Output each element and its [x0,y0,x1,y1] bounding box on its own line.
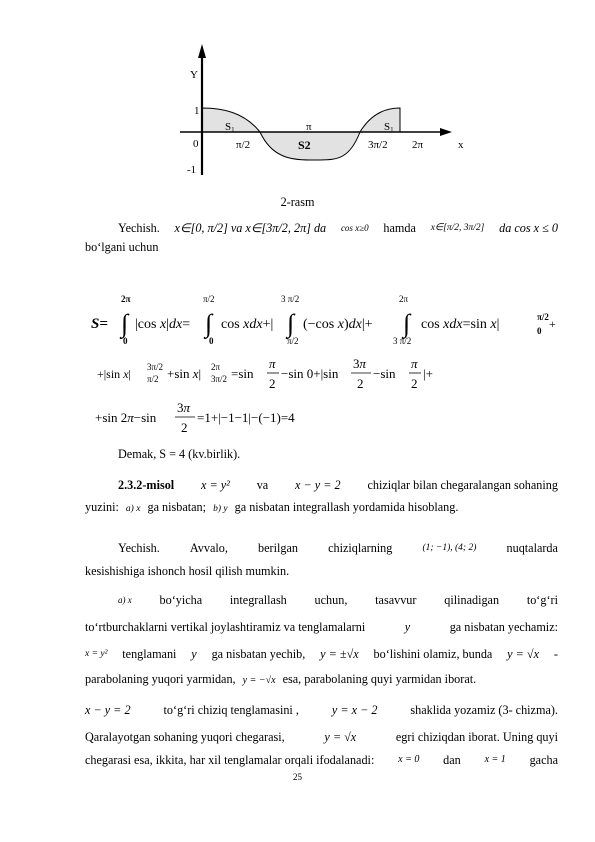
origin-label: 0 [193,138,199,150]
svg-text:π/2: π/2 [203,294,215,304]
svg-text:−sin 0+|sin: −sin 0+|sin [281,366,339,381]
body-line-4: parabolaning yuqori yarmidan, y = −√x esa, parabolaning quyi yarmidan iborat. [85,672,477,686]
parabola-eq: x = y² [201,478,230,492]
svg-text:|+: |+ [423,366,433,381]
svg-text:(−cos x)dx|+: (−cos x)dx|+ [303,317,373,332]
solution-line-2: bo‘lgani uchun [85,240,159,254]
svg-text:0: 0 [537,326,542,336]
svg-text:2: 2 [269,376,276,391]
x-axis-label: x [458,139,464,151]
middle-interval: x∈[π/2, 3π/2] [430,223,485,233]
body-line-2: to‘rtburchaklarni vertikal joylashtiramiz va tenglamalarni y ga nisbatan yechamiz: [85,620,558,634]
svg-text:∫: ∫ [205,309,213,338]
svg-text:2π: 2π [211,362,221,372]
s1-right-label: S1 [384,121,394,134]
yechish2-line-1: Yechish. Avvalo, berilgan chiziqlarning (1; −1), (4; 2) nuqtalarda [118,541,558,555]
figure-caption: 2-rasm [280,195,315,209]
svg-text:∫: ∫ [121,309,129,338]
cos-area-figure [160,40,480,185]
svg-text:cos xdx+|: cos xdx+| [221,317,274,332]
interval-condition: x∈[0, π/2] va x∈[3π/2, 2π] da [174,221,327,235]
svg-text:2: 2 [357,376,364,391]
part-b: b) y [213,504,228,514]
svg-text:=sin: =sin [231,366,254,381]
svg-text:3π: 3π [177,400,191,415]
svg-text:cos xdx=sin x|: cos xdx=sin x| [421,317,500,332]
svg-text:3 π/2: 3 π/2 [281,294,300,304]
svg-text:∫: ∫ [287,309,295,338]
cos-nonneg: cos x≥0 [340,223,369,233]
svg-text:3π/2: 3π/2 [147,362,164,372]
svg-text:∫: ∫ [403,309,411,338]
solution-line-1 [118,220,558,236]
s2-label: S2 [298,138,311,152]
s1-left-label: S1 [225,121,235,134]
tick-one-label: 1 [194,105,200,117]
equation-line-2 [85,352,555,396]
equation-line-1 [85,288,555,350]
svg-text:0: 0 [209,336,214,346]
svg-text:π/2: π/2 [147,374,159,384]
misol-desc: chiziqlar bilan chegaralangan sohaning [367,478,558,492]
svg-text:0: 0 [123,336,128,346]
intersection-points: (1; −1), (4; 2) [422,543,477,553]
tick-pi-label: π [306,121,312,133]
svg-text:π/2: π/2 [537,312,549,322]
misol-line-2: yuzini: a) x ga nisbatan; b) y ga nisbatan integrallash yordamida hisoblang. [85,500,459,514]
cos-nonpos: da cos x ≤ 0 [499,221,558,235]
svg-text:S=: S= [91,316,108,332]
va-word: va [256,478,269,492]
tick-minus-one-label: -1 [187,164,197,176]
svg-text:3π/2: 3π/2 [211,374,228,384]
region-s1-right [360,108,400,132]
body-line-1: a) x bo‘yicha integrallash uchun, tasavvur qilinadigan to‘g‘ri [118,593,558,607]
svg-text:3 π/2: 3 π/2 [393,336,412,346]
tick-2pi-label: 2π [412,139,424,151]
svg-text:=1+|−1−1|−(−1)=4: =1+|−1−1|−(−1)=4 [197,410,295,425]
demak-line: Demak, S = 4 (kv.birlik). [118,447,241,461]
svg-text:−sin: −sin [373,366,396,381]
misol-title: 2.3.2-misol [118,478,175,492]
yechish2-line-2: kesishishiga ishonch hosil qilish mumkin. [85,564,290,578]
hamda-word: hamda [383,221,416,235]
body-line-7: chegarasi esa, ikkita, har xil tenglamalar orqali ifodalanadi: x = 0 dan x = 1 gacha [85,753,558,767]
svg-text:+: + [549,317,556,331]
svg-text:2π: 2π [121,294,131,304]
svg-text:+sin x|: +sin x| [167,366,202,381]
svg-text:+|sin x|: +|sin x| [97,367,131,381]
svg-text:2π: 2π [399,294,409,304]
svg-text:π: π [411,356,418,371]
svg-text:3π: 3π [353,356,367,371]
line-eq: x − y = 2 [295,478,341,492]
svg-text:π/2: π/2 [287,336,299,346]
svg-text:2: 2 [411,376,418,391]
body-line-6: Qaralayotgan sohaning yuqori chegarasi, y = √x egri chiziqdan iborat. Uning quyi [85,730,558,744]
body-line-3: x = y² tenglamani y ga nisbatan yechib, y = ±√x bo‘lishini olamiz, bunda y = √x - [85,647,558,661]
misol-line-1 [118,477,558,493]
equation-line-3 [85,396,555,442]
page-number: 25 [293,772,302,782]
svg-text:π: π [269,356,276,371]
svg-text:|cos x|dx=: |cos x|dx= [135,317,191,332]
svg-text:+sin 2π−sin: +sin 2π−sin [95,410,157,425]
tick-3pi2-label: 3π/2 [368,139,388,151]
part-a: a) x [125,504,141,514]
svg-text:2: 2 [181,420,188,435]
solution-label: Yechish. [118,221,160,235]
y-axis-label: Y [190,69,198,81]
tick-pi2-label: π/2 [236,139,251,151]
body-line-5: x − y = 2 to‘g‘ri chiziq tenglamasini , y = x − 2 shaklida yozamiz (3- chizma). [85,703,558,717]
